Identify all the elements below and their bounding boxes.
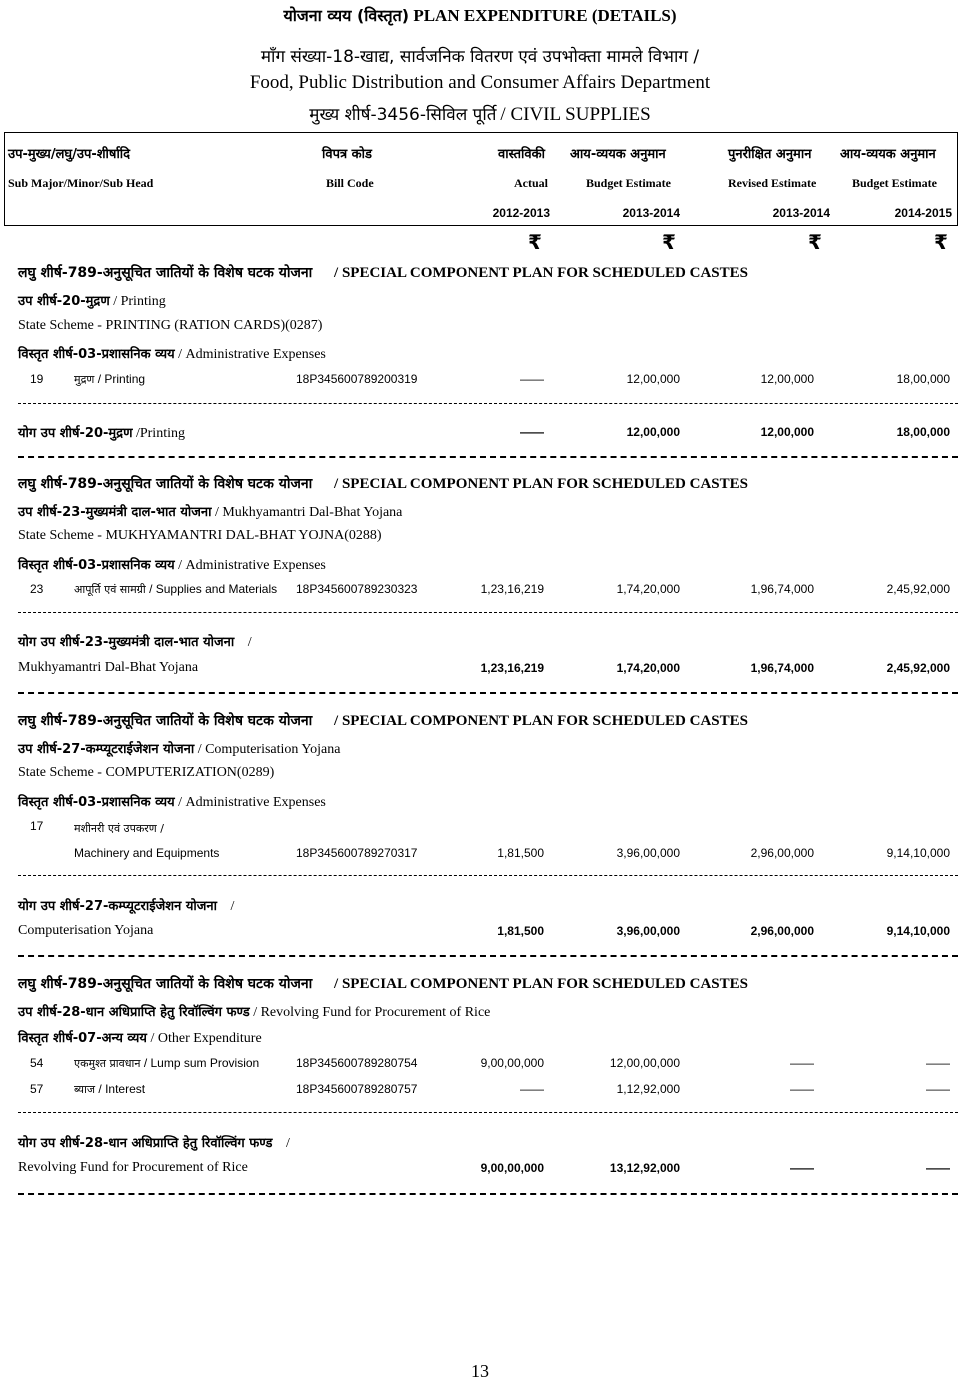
major-head-hindi: मुख्य शीर्ष-3456-सिविल पूर्ति bbox=[309, 105, 497, 125]
year-actual: 2012-2013 bbox=[492, 206, 550, 220]
col-re-hindi: पुनरीक्षित अनुमान bbox=[728, 147, 812, 162]
col-be2-english: Budget Estimate bbox=[852, 176, 937, 190]
major-head-line bbox=[0, 102, 960, 126]
divider bbox=[18, 1112, 958, 1113]
detail-head-line: विस्तृत शीर्ष-07-अन्य व्यय / Other Expenditure bbox=[18, 1031, 262, 1046]
title-english: PLAN EXPENDITURE (DETAILS) bbox=[413, 6, 677, 25]
detail-head-line: विस्तृत शीर्ष-03-प्रशासनिक व्यय / Administrative Expenses bbox=[18, 558, 326, 573]
divider bbox=[18, 1193, 958, 1195]
year-be: 2013-2014 bbox=[622, 206, 680, 220]
col-re-english: Revised Estimate bbox=[728, 176, 817, 190]
minor-head-line: लघु शीर्ष-789-अनुसूचित जातियों के विशेष घटक योजना / SPECIAL COMPONENT PLAN FOR SCHEDULED CASTES bbox=[18, 713, 748, 729]
divider bbox=[18, 612, 958, 613]
year-be2: 2014-2015 bbox=[894, 206, 952, 220]
sub-head-line: उप शीर्ष-20-मुद्रण / Printing bbox=[18, 294, 166, 309]
demand-line: माँग संख्या-18-खाद्य, सार्वजनिक वितरण एवं उपभोक्ता मामले विभाग / bbox=[260, 47, 700, 67]
detail-head-line: विस्तृत शीर्ष-03-प्रशासनिक व्यय / Administrative Expenses bbox=[18, 795, 326, 810]
col-be-hindi: आय-व्ययक अनुमान bbox=[570, 147, 666, 162]
divider bbox=[18, 403, 958, 404]
col-be2-hindi: आय-व्ययक अनुमान bbox=[840, 147, 936, 162]
minor-head-line: लघु शीर्ष-789-अनुसूचित जातियों के विशेष घटक योजना / SPECIAL COMPONENT PLAN FOR SCHEDULED CASTES bbox=[18, 476, 748, 492]
col-bill-hindi: विपत्र कोड bbox=[322, 147, 372, 162]
page-title bbox=[0, 4, 960, 26]
scheme-line: State Scheme - MUKHYAMANTRI DAL-BHAT YOJNA(0288) bbox=[18, 528, 382, 543]
sub-head-line: उप शीर्ष-23-मुख्यमंत्री दाल-भात योजना / Mukhyamantri Dal-Bhat Yojana bbox=[18, 505, 403, 520]
year-re: 2013-2014 bbox=[772, 206, 830, 220]
sub-head-line: उप शीर्ष-28-धान अधिप्राप्ति हेतु रिवॉल्विंग फण्ड / Revolving Fund for Procurement of Rice bbox=[18, 1005, 491, 1020]
col-head-english: Sub Major/Minor/Sub Head bbox=[8, 176, 154, 190]
col-head-hindi: उप-मुख्य/लघु/उप-शीर्षादि bbox=[8, 147, 131, 162]
detail-head-line: विस्तृत शीर्ष-03-प्रशासनिक व्यय / Administrative Expenses bbox=[18, 347, 326, 362]
minor-head-line: लघु शीर्ष-789-अनुसूचित जातियों के विशेष घटक योजना / SPECIAL COMPONENT PLAN FOR SCHEDULED CASTES bbox=[18, 976, 748, 992]
rupee-icon: ₹ bbox=[528, 230, 542, 254]
divider bbox=[18, 955, 958, 957]
department-line: Food, Public Distribution and Consumer Affairs Department bbox=[249, 72, 711, 93]
col-actual-hindi: वास्तविकी bbox=[498, 147, 546, 162]
divider bbox=[18, 875, 958, 876]
rupee-icon: ₹ bbox=[662, 230, 676, 254]
page-number: 13 bbox=[471, 1361, 489, 1381]
sub-head-line: उप शीर्ष-27-कम्प्यूटराईजेशन योजना / Computerisation Yojana bbox=[18, 742, 341, 757]
major-head-english: / CIVIL SUPPLIES bbox=[500, 104, 651, 125]
divider bbox=[18, 456, 958, 458]
scheme-line: State Scheme - PRINTING (RATION CARDS)(0287) bbox=[18, 318, 323, 333]
col-be-english: Budget Estimate bbox=[586, 176, 671, 190]
minor-head-line: लघु शीर्ष-789-अनुसूचित जातियों के विशेष घटक योजना / SPECIAL COMPONENT PLAN FOR SCHEDULED CASTES bbox=[18, 265, 748, 281]
title-hindi: योजना व्यय (विस्तृत) bbox=[283, 6, 410, 25]
col-bill-english: Bill Code bbox=[326, 176, 374, 190]
col-actual-english: Actual bbox=[514, 176, 548, 190]
rupee-icon: ₹ bbox=[934, 230, 948, 254]
scheme-line: State Scheme - COMPUTERIZATION(0289) bbox=[18, 765, 275, 780]
rupee-icon: ₹ bbox=[808, 230, 822, 254]
divider bbox=[18, 692, 958, 694]
